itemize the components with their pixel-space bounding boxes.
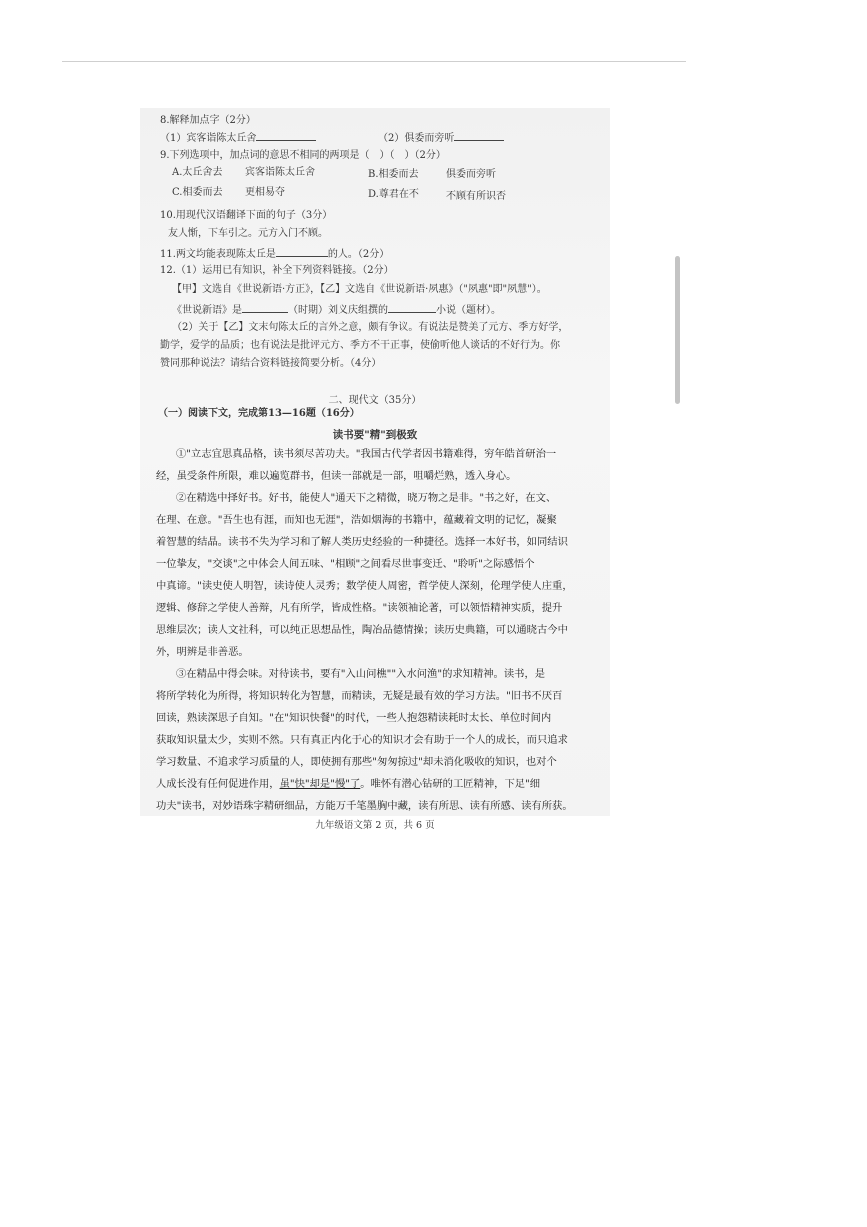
q9-option-b: B.相委而去 <box>368 169 419 180</box>
q12-line3: （2）关于【乙】文末句陈太丘的言外之意，颇有争议。有说法是赞美了元方、季方好学， <box>172 322 569 333</box>
q12-line1: 【甲】文选自《世说新语·方正》，【乙】文选自《世说新语·夙惠》（"夙惠"即"夙慧"）。 <box>172 284 547 295</box>
passage-line: ①"立志宜思真品格，读书须尽苦功夫。"我国古代学者因书籍难得，穷年皓首研治一 <box>176 448 557 460</box>
q12-line5: 赞同那种说法？请结合资料链接简要分析。（4分） <box>160 358 382 369</box>
answer-blank[interactable] <box>454 130 504 141</box>
q11: 11.两文均能表现陈太丘是 的人。（2分） <box>160 246 389 262</box>
passage-line: 回读，熟读深思子自知。"在"知识快餐"的时代，一些人抱怨精读耗时太长、单位时间内 <box>156 712 552 724</box>
passage-line: 将所学转化为所得，将知识转化为智慧，而精读，无疑是最有效的学习方法。"旧书不厌百 <box>156 690 563 702</box>
section2-heading: 二、现代文（35分） <box>328 395 422 406</box>
q12-line2: 《世说新语》是 （时期）刘义庆组撰的 小说（题材）。 <box>172 302 501 318</box>
passage-line: 中真谛。"读史使人明智，读诗使人灵秀；数学使人周密，哲学使人深刻，伦理学使人庄重， <box>156 580 573 592</box>
answer-blank[interactable] <box>256 130 316 141</box>
passage-line: ②在精选中择好书。好书，能使人"通天下之精微，晓万物之是非。"书之好，在文、 <box>176 492 557 504</box>
answer-blank[interactable] <box>388 302 436 313</box>
q9-heading: 9.下列选项中，加点词的意思不相同的两项是（ ）（ ）（2分） <box>160 150 446 161</box>
passage-line: 一位挚友，"交谈"之中体会人间五味、"相顾"之间看尽世事变迁、"聆听"之际感悟个 <box>156 558 535 570</box>
passage-line: 功夫"读书，对妙语珠字精研细品，方能万千笔墨胸中藏，读有所思、读有所感、读有所获。 <box>156 800 573 812</box>
q9-option-c: C.相委而去 <box>172 187 223 198</box>
q10-sentence: 友人惭，下车引之。元方入门不顾。 <box>168 228 328 239</box>
answer-blank[interactable] <box>276 246 328 257</box>
passage-title: 读书要"精"到极致 <box>332 429 418 441</box>
page-footer: 九年级语文第 2 页，共 6 页 <box>315 820 435 831</box>
passage-line: 思维层次；读人文社科，可以纯正思想品性，陶冶品德情操；读历史典籍，可以通晓古今中 <box>156 624 568 636</box>
section2-subheading: （一）阅读下文，完成第13—16题（16分） <box>158 408 360 419</box>
q12-heading: 12.（1）运用已有知识，补全下列资料链接。（2分） <box>160 265 394 276</box>
page-top-rule <box>62 61 686 62</box>
passage-line: 外，明辨是非善恶。 <box>156 646 249 658</box>
passage-line: 逻辑、修辞之学使人善辩，凡有所学，皆成性格。"读领袖论著，可以领悟精神实质，提升 <box>156 602 563 614</box>
q9-option-d-text: 不顾有所识否 <box>446 191 506 202</box>
q9-option-a: A.太丘舍去 <box>172 167 223 178</box>
scrollbar-thumb[interactable] <box>675 256 680 404</box>
q8-item2: （2）俱委而旁听 <box>378 130 504 146</box>
q8-heading: 8.解释加点字（2分） <box>160 115 256 126</box>
passage-line: 获取知识量太少，实则不然。只有真正内化于心的知识才会有助于一个人的成长，而只追求 <box>156 734 568 746</box>
passage-line: 在理、在意。"吾生也有涯，而知也无涯"，浩如烟海的书籍中，蕴藏着文明的记忆，凝聚 <box>156 514 557 526</box>
passage-line: 着智慧的结晶。读书不失为学习和了解人类历史经验的一种捷径。选择一本好书，如同结识 <box>156 536 568 548</box>
answer-blank[interactable] <box>242 302 288 313</box>
passage-line: 人成长没有任何促进作用，虽"快"却是"慢"了。唯怀有潜心钻研的工匠精神，下足"细 <box>156 778 541 790</box>
q9-option-a-text: 宾客诣陈太丘舍 <box>245 167 315 178</box>
q9-option-b-text: 俱委而旁听 <box>446 169 496 180</box>
q12-line4: 勤学，爱学的品质；也有说法是批评元方、季方不干正事，使偷听他人谈话的不好行为。你 <box>160 340 560 351</box>
q10-heading: 10.用现代汉语翻译下面的句子（3分） <box>160 210 333 221</box>
q9-option-c-text: 更相易夺 <box>245 187 285 198</box>
passage-line: 学习数量、不追求学习质量的人，即使拥有那些"匆匆掠过"却未消化吸收的知识，也对个 <box>156 756 557 768</box>
underlined-phrase: 虽"快"却是"慢"了 <box>279 778 361 790</box>
passage-line: 经，虽受条件所限，难以遍览群书，但读一部就是一部，咀嚼烂熟，透入身心。 <box>156 470 517 482</box>
passage-line: ③在精品中得会味。对待读书，要有"入山问樵""入水问渔"的求知精神。读书，是 <box>176 668 546 680</box>
q9-option-d: D.尊君在不 <box>368 189 419 200</box>
q8-item1: （1）宾客诣陈太丘舍 <box>160 130 316 146</box>
